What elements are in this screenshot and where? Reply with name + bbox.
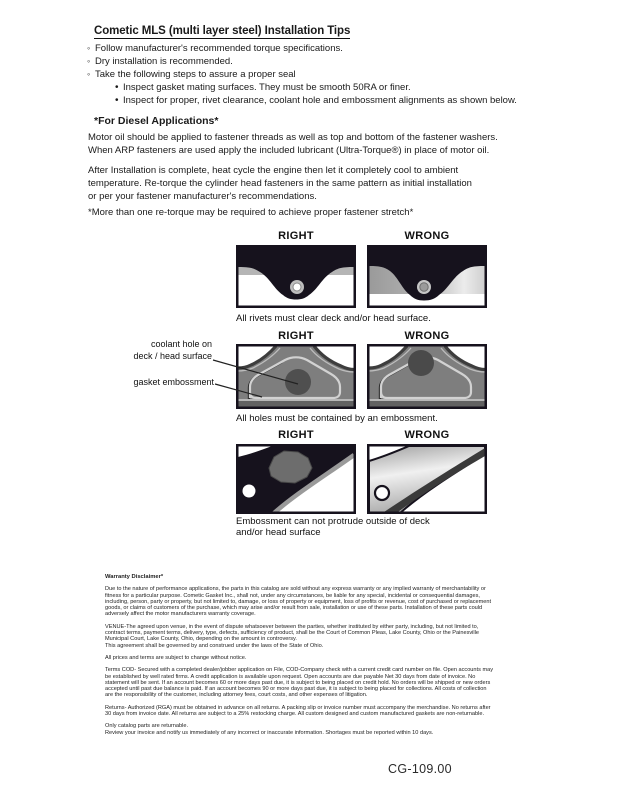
diagram-labels-embossment (236, 429, 487, 441)
page-title: Cometic MLS (multi layer steel) Installation Tips (94, 25, 351, 37)
embossment-callout: gasket embossment (133, 377, 214, 387)
rivets-caption: All rivets must clear deck and/or head surface. (236, 313, 431, 324)
embossment-right-diagram (236, 444, 356, 514)
callout-text: coolant hole on (150, 339, 212, 349)
legal-paragraph (105, 705, 531, 718)
legal-section (105, 574, 531, 742)
text-line: or per your fastener manufacturer's recommendations. (88, 191, 317, 202)
right-label: RIGHT (278, 330, 314, 342)
text-line: When ARP fasteners are used apply the included lubricant (Ultra-Torque®) in place of motor oil. (88, 145, 490, 156)
legal-line: adversely affect the motor manufacturers warranty coverage. (105, 611, 256, 618)
list-item (115, 81, 517, 94)
legal-paragraph (105, 586, 531, 617)
embossment-wrong-diagram (367, 444, 487, 514)
coolant-hole-callout (110, 339, 212, 362)
diagram-rivets (236, 245, 487, 308)
text-line: temperature. Re-torque the cylinder head fasteners in the same pattern as initial installation (88, 178, 472, 189)
open-bullet-icon: ◦ (87, 43, 91, 53)
legal-line: are the responsibility of the customer, including attorney fees, court costs, and other expenses of litigation. (105, 692, 368, 699)
embossment-caption (236, 516, 430, 538)
legal-paragraph: Review your invoice and notify us immediately of any incorrect or inaccurate information. Shortages must be reported within 10 days. (105, 729, 434, 736)
tips-list (87, 42, 517, 107)
legal-paragraph (105, 624, 531, 649)
bolt-hole (375, 486, 389, 500)
list-item (87, 42, 517, 55)
legal-paragraph: Only catalog parts are returnable. (105, 723, 189, 730)
diagram-labels-rivets (236, 230, 487, 242)
caption-line: Embossment can not protrude outside of deck (236, 516, 430, 527)
wrong-label: WRONG (404, 330, 450, 342)
diesel-paragraph (88, 164, 472, 203)
list-item-text: Inspect gasket mating surfaces. They must be smooth 50RA or finer. (123, 82, 411, 93)
legal-line: Terms COD- Secured with a completed dealer/jobber application on File, COD-Company check with a current credit card number on file. Open accounts may (105, 667, 494, 674)
list-item (87, 55, 517, 68)
legal-line: This agreement shall be governed by and construed under the laws of the State of Ohio. (105, 642, 324, 649)
legal-line: Municipal Court, Lake County, Ohio, depending on the amount in controversy. (105, 636, 297, 643)
warranty-heading: Warranty Disclaimer* (105, 574, 164, 580)
legal-line: be established by well rated firms. A credit application is available upon request. Open accounts are due payable Net 30 days from date of invoice. No (105, 673, 476, 680)
open-bullet-icon: ◦ (87, 56, 91, 66)
legal-line: including, person, party or property, but not limited to, damage, or loss of property or equipment, loss of profits or revenue, cost of purchased or replacement (105, 598, 492, 605)
holes-wrong-diagram (367, 344, 487, 409)
callout-text: deck / head surface (133, 350, 212, 361)
wrong-label: WRONG (404, 230, 450, 242)
legal-line: fitness for a particular purpose. Cometic Gasket Inc., shall not, under any circumstances, be liable for any special, incidental or consequential damages, (105, 592, 480, 599)
list-item (87, 68, 517, 81)
legal-line: Returns- Authorized (RGA) must be obtained in advance on all returns. A packing slip or invoice number must accompany the merchandise. No returns after (105, 704, 491, 711)
legal-line: accepted until past due balance is paid. If an account becomes 90 or more days past due, it is subject to being placed for collections. All costs of collection (105, 686, 487, 693)
filled-bullet-icon: • (115, 82, 119, 93)
legal-paragraph: All prices and terms are subject to change without notice. (105, 654, 247, 661)
filled-bullet-icon: • (115, 95, 119, 106)
holes-caption: All holes must be contained by an embossment. (236, 413, 438, 424)
page-number: CG-109.00 (388, 762, 452, 776)
list-item-text: Dry installation is recommended. (95, 56, 233, 67)
right-label: RIGHT (278, 429, 314, 441)
diesel-section-heading: *For Diesel Applications* (94, 115, 219, 127)
legal-line: Due to the nature of performance applications, the parts in this catalog are sold without any express warranty or any implied warranty of merchantability or (105, 586, 486, 593)
text-line: Motor oil should be applied to fastener threads as well as top and bottom of the fastener washers. (88, 132, 498, 143)
list-item-text: Inspect for proper, rivet clearance, coolant hole and embossment alignments as shown below. (123, 95, 517, 106)
diagram-labels-holes (236, 330, 487, 342)
legal-line: statement will be sent. If an account becomes 60 or more days past due, it is subject to being placed on credit hold. No orders will be shipped or new orders (105, 679, 491, 686)
coolant-hole (408, 350, 434, 376)
open-bullet-icon: ◦ (87, 69, 91, 79)
text-line: After Installation is complete, heat cycle the engine then let it completely cool to ambient (88, 165, 459, 176)
legal-line: contract terms, payment terms, delivery, type, defects, sufficiency of product, shall be the Court of Common Pleas, Lake County, Ohio or the Painesville (105, 630, 480, 637)
legal-paragraph (105, 667, 531, 698)
diagram-embossment (236, 444, 487, 514)
rivet-wrong-diagram (367, 245, 487, 308)
bolt-hole (243, 485, 256, 498)
list-item-text: Follow manufacturer's recommended torque specifications. (95, 43, 343, 54)
legal-line: VENUE-The agreed upon venue, in the event of dispute whatsoever between the parties, whether instituted by either party, including, but not limited to, (105, 623, 479, 630)
caption-line: and/or head surface (236, 527, 321, 538)
legal-line: goods, or claims of customers of the purchase, which may arise and/or result from sale, installation or use of these parts. Installation of these parts could (105, 605, 483, 612)
callout-leader-lines (206, 352, 306, 400)
list-item (115, 94, 517, 107)
legal-line: 30 days from invoice date. All returns are subject to a 25% restocking charge. All custom designed and custom manufactured gaskets are non-returnable. (105, 711, 485, 718)
rivet-right-diagram (236, 245, 356, 308)
right-label: RIGHT (278, 230, 314, 242)
retorque-note: *More than one re-torque may be required to achieve proper fastener stretch* (88, 207, 414, 218)
list-item-text: Take the following steps to assure a proper seal (95, 69, 296, 80)
wrong-label: WRONG (404, 429, 450, 441)
diesel-paragraph (88, 131, 498, 157)
